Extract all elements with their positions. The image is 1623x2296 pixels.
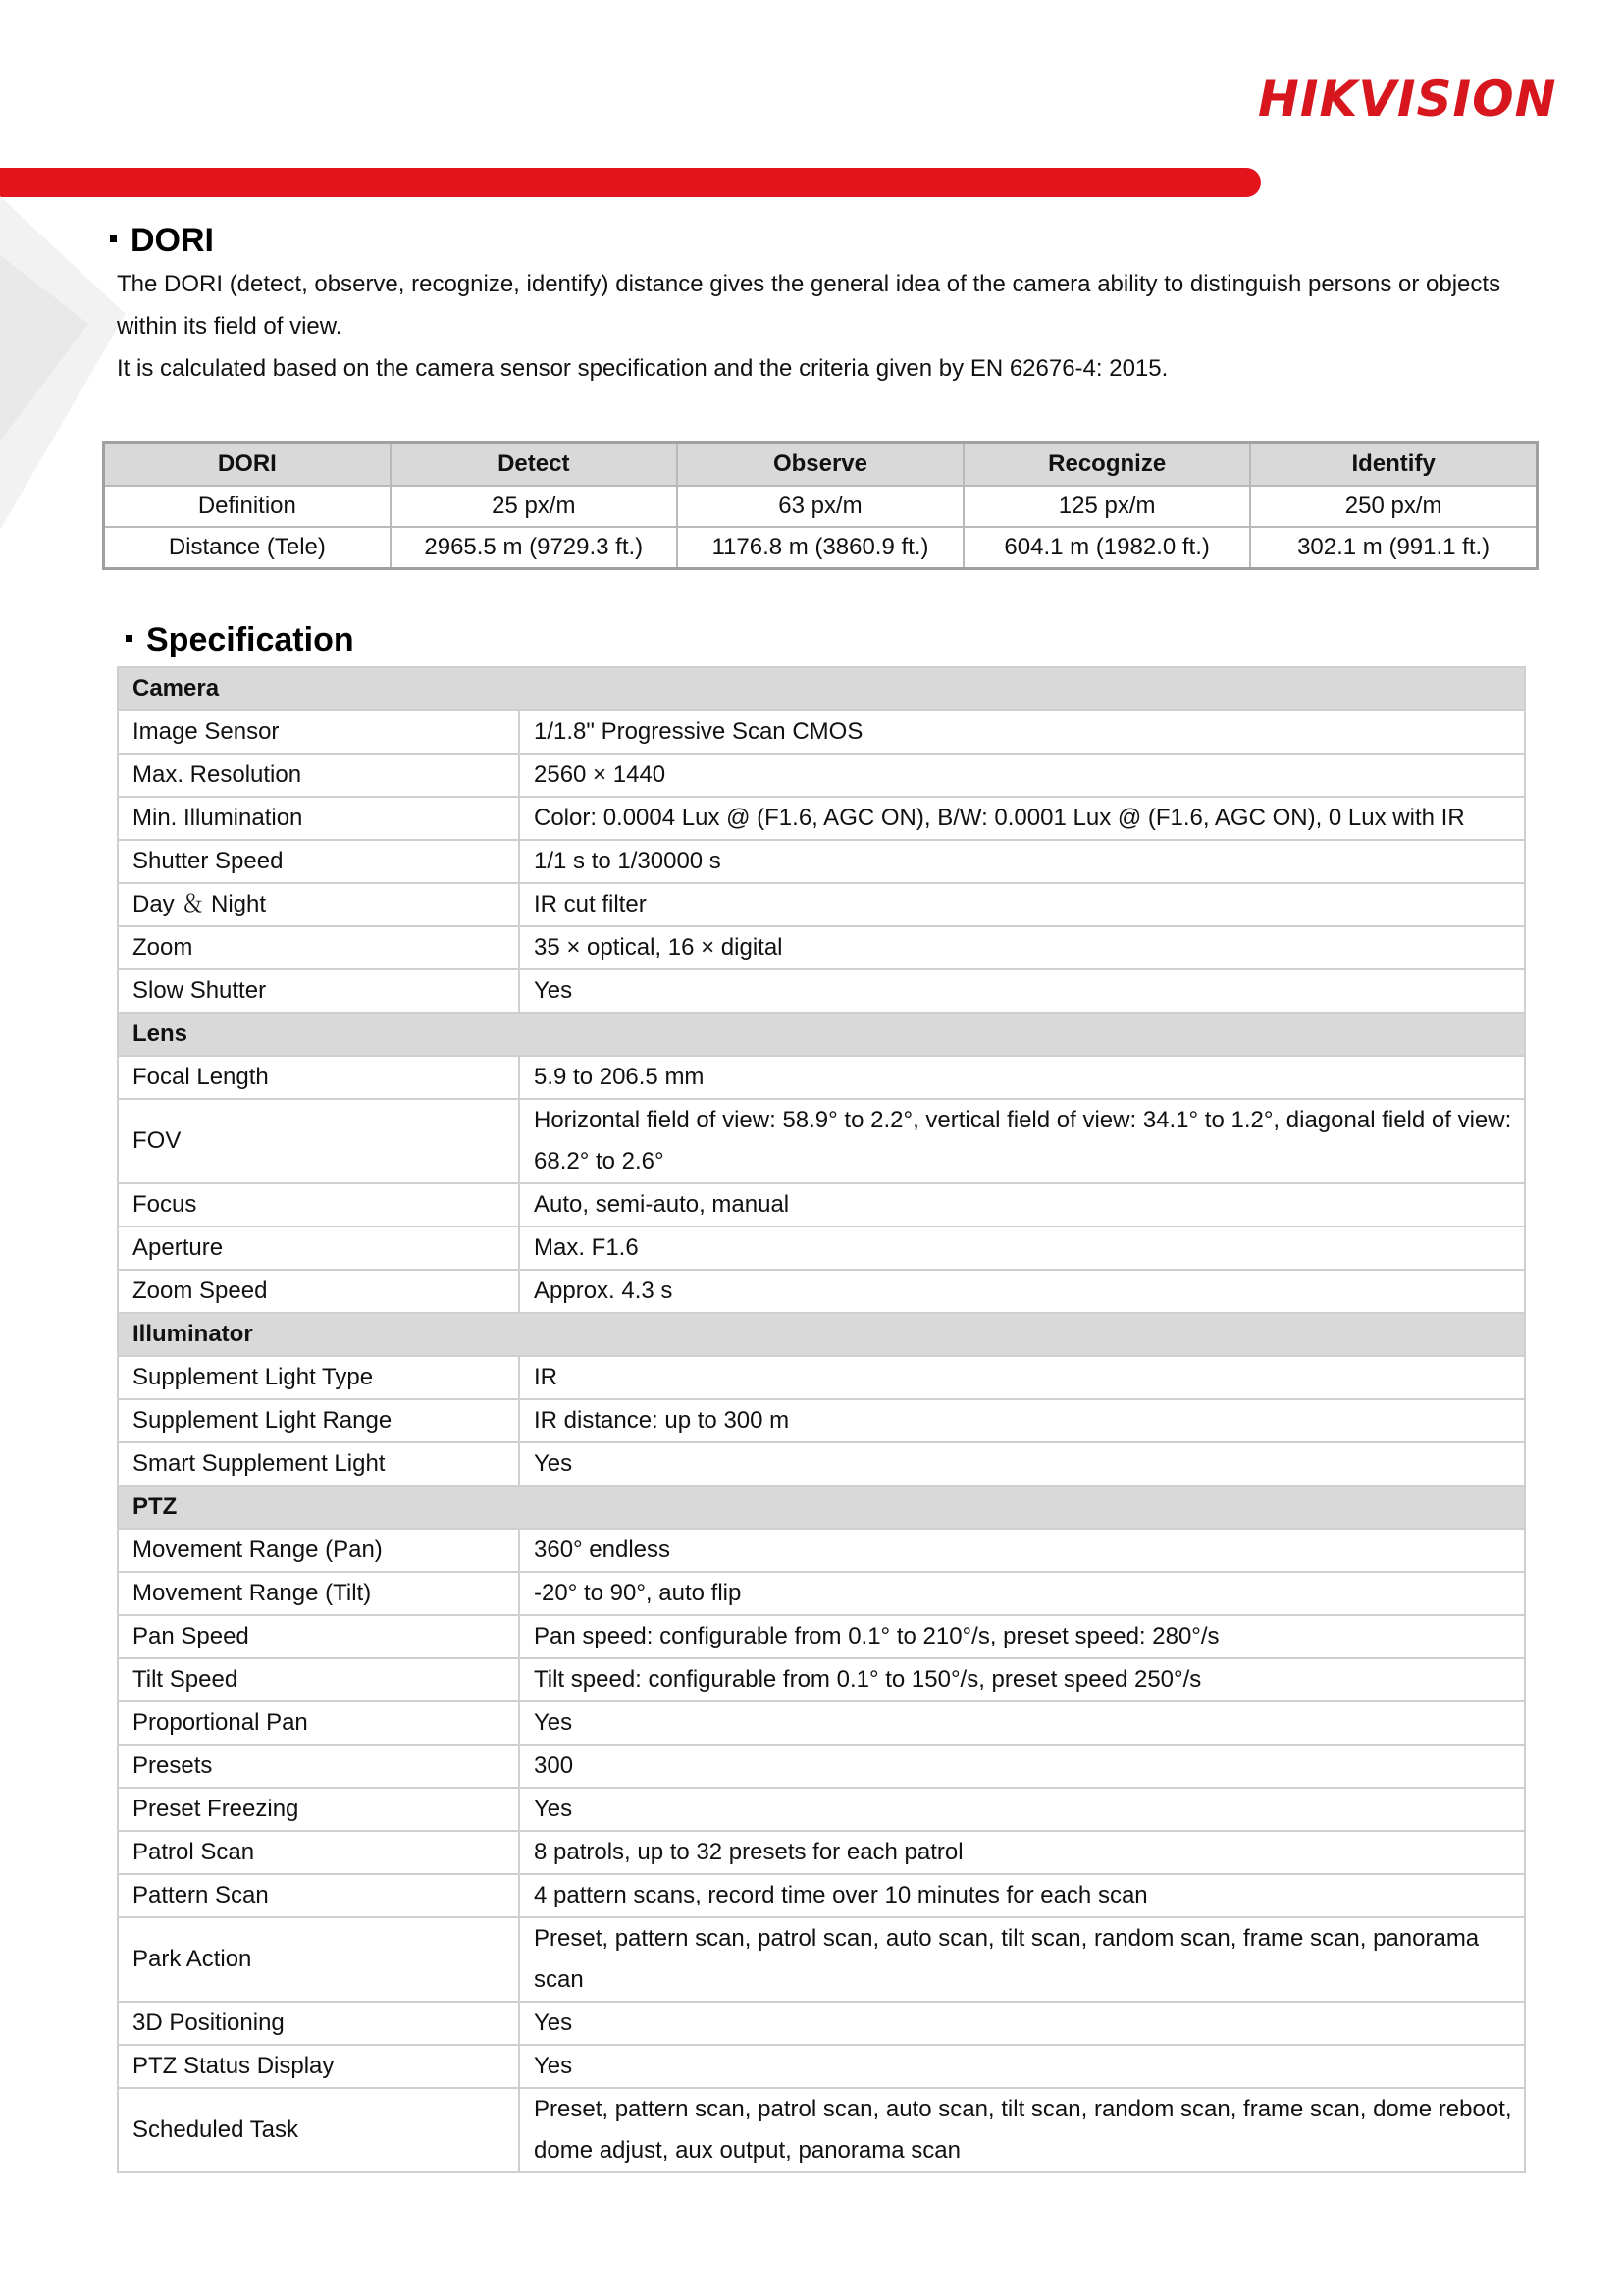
spec-value: Preset, pattern scan, patrol scan, auto scan, tilt scan, random scan, frame scan, panorama scan	[519, 1917, 1525, 2002]
dori-header-cell: Observe	[677, 443, 964, 487]
dori-table	[102, 441, 1539, 570]
spec-row	[118, 1701, 1525, 1745]
spec-label: Zoom	[118, 926, 519, 969]
dori-heading	[110, 222, 214, 260]
dori-cell: 25 px/m	[391, 486, 677, 527]
spec-row	[118, 1572, 1525, 1615]
hikvision-logo: HIKVISION	[1258, 71, 1557, 128]
dori-header-cell: Identify	[1250, 443, 1537, 487]
spec-row	[118, 926, 1525, 969]
dori-header-cell: Recognize	[964, 443, 1250, 487]
header-red-bar	[0, 168, 1261, 197]
dori-header-cell: DORI	[104, 443, 391, 487]
spec-value: Auto, semi-auto, manual	[519, 1183, 1525, 1226]
spec-label: Slow Shutter	[118, 969, 519, 1013]
spec-value: Color: 0.0004 Lux @ (F1.6, AGC ON), B/W: 0.0001 Lux @ (F1.6, AGC ON), 0 Lux with IR	[519, 797, 1525, 840]
spec-category-row	[118, 1313, 1525, 1356]
spec-row	[118, 797, 1525, 840]
spec-row	[118, 840, 1525, 883]
spec-label: Focus	[118, 1183, 519, 1226]
spec-value: Tilt speed: configurable from 0.1° to 150°/s, preset speed 250°/s	[519, 1658, 1525, 1701]
spec-row	[118, 2088, 1525, 2172]
spec-value: 5.9 to 206.5 mm	[519, 1056, 1525, 1099]
spec-label: Shutter Speed	[118, 840, 519, 883]
spec-label: Supplement Light Range	[118, 1399, 519, 1442]
spec-label: Proportional Pan	[118, 1701, 519, 1745]
spec-row	[118, 1788, 1525, 1831]
spec-label: Min. Illumination	[118, 797, 519, 840]
dori-table-header-row	[104, 443, 1538, 487]
dori-cell: 63 px/m	[677, 486, 964, 527]
dori-cell: 2965.5 m (9729.3 ft.)	[391, 527, 677, 569]
specification-table	[117, 666, 1526, 2173]
spec-row	[118, 1099, 1525, 1183]
spec-value: 35 × optical, 16 × digital	[519, 926, 1525, 969]
spec-value: 8 patrols, up to 32 presets for each patrol	[519, 1831, 1525, 1874]
spec-row	[118, 1745, 1525, 1788]
spec-label: Zoom Speed	[118, 1270, 519, 1313]
dori-cell: 250 px/m	[1250, 486, 1537, 527]
spec-category-row	[118, 1486, 1525, 1529]
dori-header-cell: Detect	[391, 443, 677, 487]
spec-label: Park Action	[118, 1917, 519, 2002]
spec-row	[118, 1615, 1525, 1658]
spec-category-label: Lens	[118, 1013, 1525, 1056]
dori-cell: 302.1 m (991.1 ft.)	[1250, 527, 1537, 569]
dori-paragraph-1: The DORI (detect, observe, recognize, identify) distance gives the general idea of the camera ability to distinguish persons or objects within its field of view.	[117, 271, 1501, 339]
spec-value: 1/1.8" Progressive Scan CMOS	[519, 710, 1525, 754]
spec-value: IR cut filter	[519, 883, 1525, 926]
spec-value: 4 pattern scans, record time over 10 minutes for each scan	[519, 1874, 1525, 1917]
dori-cell: 1176.8 m (3860.9 ft.)	[677, 527, 964, 569]
spec-row	[118, 1056, 1525, 1099]
spec-value: Yes	[519, 1701, 1525, 1745]
spec-label: Supplement Light Type	[118, 1356, 519, 1399]
specification-heading	[126, 621, 354, 659]
spec-label: Movement Range (Tilt)	[118, 1572, 519, 1615]
dori-table-row	[104, 527, 1538, 569]
spec-value: IR distance: up to 300 m	[519, 1399, 1525, 1442]
spec-category-label: Camera	[118, 667, 1525, 710]
spec-value: Preset, pattern scan, patrol scan, auto scan, tilt scan, random scan, frame scan, dome reboot, dome adjust, aux output, panorama scan	[519, 2088, 1525, 2172]
spec-row	[118, 969, 1525, 1013]
spec-label: Scheduled Task	[118, 2088, 519, 2172]
dori-heading-text: DORI	[131, 222, 214, 259]
spec-row	[118, 1658, 1525, 1701]
spec-value: Yes	[519, 2045, 1525, 2088]
spec-row	[118, 1874, 1525, 1917]
spec-label: 3D Positioning	[118, 2002, 519, 2045]
dori-cell: 125 px/m	[964, 486, 1250, 527]
spec-label: Smart Supplement Light	[118, 1442, 519, 1486]
spec-category-label: Illuminator	[118, 1313, 1525, 1356]
spec-value: Yes	[519, 2002, 1525, 2045]
spec-value: Horizontal field of view: 58.9° to 2.2°, vertical field of view: 34.1° to 1.2°, diagonal field of view: 68.2° to 2.6°	[519, 1099, 1525, 1183]
spec-row	[118, 2002, 1525, 2045]
spec-value: Yes	[519, 1788, 1525, 1831]
spec-label: Focal Length	[118, 1056, 519, 1099]
spec-row	[118, 710, 1525, 754]
spec-row	[118, 1917, 1525, 2002]
bullet-icon	[110, 235, 117, 242]
spec-row	[118, 1183, 1525, 1226]
spec-value: Yes	[519, 1442, 1525, 1486]
dori-cell: 604.1 m (1982.0 ft.)	[964, 527, 1250, 569]
spec-label: Tilt Speed	[118, 1658, 519, 1701]
spec-value: IR	[519, 1356, 1525, 1399]
spec-value: 300	[519, 1745, 1525, 1788]
dori-cell: Definition	[104, 486, 391, 527]
spec-category-row	[118, 1013, 1525, 1056]
spec-row	[118, 2045, 1525, 2088]
spec-label: FOV	[118, 1099, 519, 1183]
spec-label: Image Sensor	[118, 710, 519, 754]
spec-value: 2560 × 1440	[519, 754, 1525, 797]
spec-row	[118, 883, 1525, 926]
dori-table-row	[104, 486, 1538, 527]
bullet-icon	[126, 635, 132, 642]
spec-label: Day ＆ Night	[118, 883, 519, 926]
spec-label: Movement Range (Pan)	[118, 1529, 519, 1572]
spec-label: Max. Resolution	[118, 754, 519, 797]
spec-row	[118, 1442, 1525, 1486]
specification-heading-text: Specification	[146, 621, 354, 658]
spec-label: Pattern Scan	[118, 1874, 519, 1917]
spec-row	[118, 1270, 1525, 1313]
spec-category-row	[118, 667, 1525, 710]
spec-value: Pan speed: configurable from 0.1° to 210°/s, preset speed: 280°/s	[519, 1615, 1525, 1658]
spec-value: Max. F1.6	[519, 1226, 1525, 1270]
spec-value: -20° to 90°, auto flip	[519, 1572, 1525, 1615]
spec-row	[118, 1529, 1525, 1572]
spec-row	[118, 754, 1525, 797]
spec-value: 1/1 s to 1/30000 s	[519, 840, 1525, 883]
spec-label: Presets	[118, 1745, 519, 1788]
spec-category-label: PTZ	[118, 1486, 1525, 1529]
dori-cell: Distance (Tele)	[104, 527, 391, 569]
spec-row	[118, 1399, 1525, 1442]
spec-row	[118, 1226, 1525, 1270]
spec-value: 360° endless	[519, 1529, 1525, 1572]
spec-label: Preset Freezing	[118, 1788, 519, 1831]
dori-paragraph-2: It is calculated based on the camera sensor specification and the criteria given by EN 62676-4: 2015.	[117, 355, 1169, 382]
spec-row	[118, 1356, 1525, 1399]
spec-label: Patrol Scan	[118, 1831, 519, 1874]
spec-label: PTZ Status Display	[118, 2045, 519, 2088]
spec-value: Approx. 4.3 s	[519, 1270, 1525, 1313]
spec-label: Aperture	[118, 1226, 519, 1270]
spec-label: Pan Speed	[118, 1615, 519, 1658]
spec-row	[118, 1831, 1525, 1874]
spec-value: Yes	[519, 969, 1525, 1013]
